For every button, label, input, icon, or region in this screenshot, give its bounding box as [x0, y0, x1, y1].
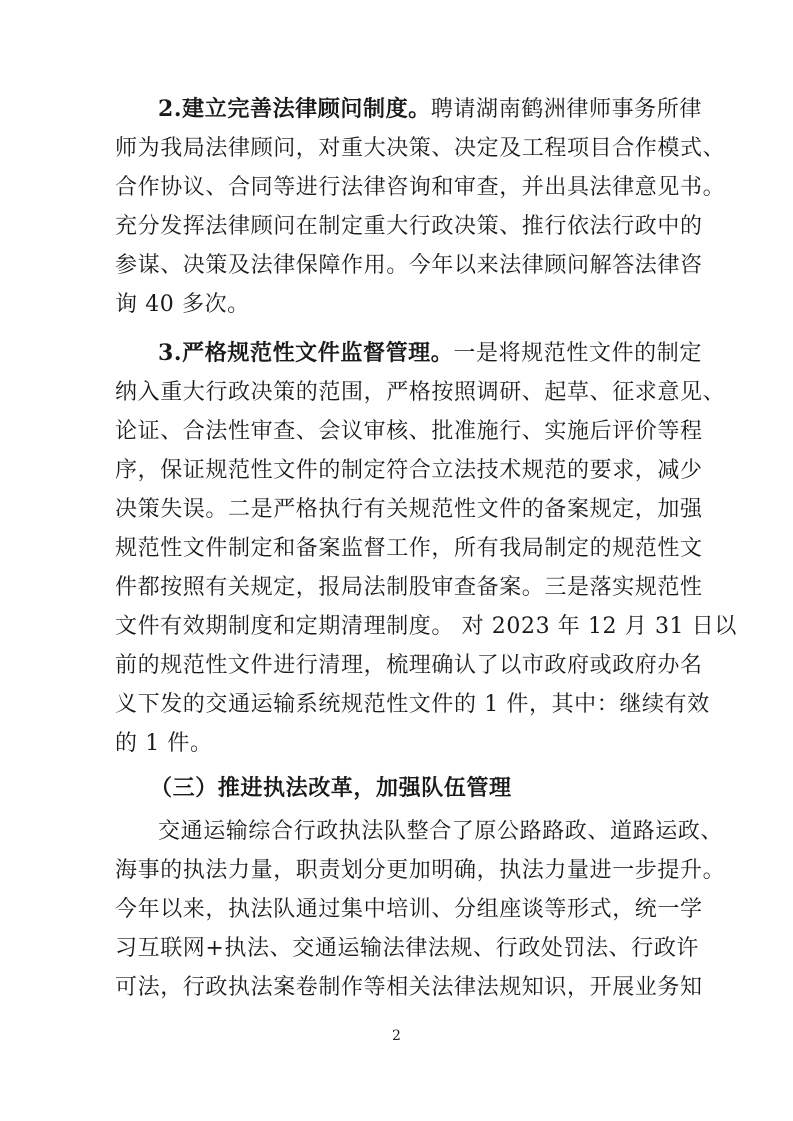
- line-text: 一是将规范性文件的制定: [453, 341, 702, 366]
- page-number: 2: [392, 1028, 401, 1044]
- paragraph-line: 询 40 多次。: [115, 292, 250, 317]
- paragraph-line: 前的规范性文件进行清理，梳理确认了以市政府或政府办名: [115, 653, 703, 678]
- paragraph-line: 文件有效期制度和定期清理制度。 对 2023 年 12 月 31 日以: [115, 614, 737, 639]
- paragraph-line: 序，保证规范性文件的制定符合立法技术规范的要求，减少: [115, 458, 703, 483]
- section-title: 2.建立完善法律顾问制度。: [158, 96, 431, 122]
- paragraph-line: 义下发的交通运输系统规范性文件的 1 件，其中：继续有效: [115, 692, 710, 717]
- paragraph-line: 决策失误。二是严格执行有关规范性文件的备案规定，加强: [115, 497, 703, 522]
- paragraph-line: 习互联网+执法、交通运输法律法规、行政处罚法、行政许: [115, 936, 700, 961]
- paragraph-line: 交通运输综合行政执法队整合了原公路路政、道路运政、: [158, 819, 724, 844]
- paragraph-line: 规范性文件制定和备案监督工作，所有我局制定的规范性文: [115, 536, 703, 561]
- paragraph-line: 参谋、决策及法律保障作用。今年以来法律顾问解答法律咨: [115, 253, 703, 278]
- paragraph-line: [158, 338, 702, 369]
- paragraph-line: 海事的执法力量，职责划分更加明确，执法力量进一步提升。: [115, 858, 726, 883]
- paragraph-line: 今年以来，执法队通过集中培训、分组座谈等形式，统一学: [115, 897, 703, 922]
- paragraph-line: 师为我局法律顾问，对重大决策、决定及工程项目合作模式、: [115, 136, 726, 161]
- paragraph-line: 论证、合法性审查、会议审核、批准施行、实施后评价等程: [115, 419, 703, 444]
- paragraph-line: [158, 94, 702, 125]
- paragraph-line: 件都按照有关规定，报局法制股审查备案。三是落实规范性: [115, 575, 703, 600]
- paragraph-line: 纳入重大行政决策的范围，严格按照调研、起草、征求意见、: [115, 380, 726, 405]
- section-title: 3.严格规范性文件监督管理。: [158, 340, 454, 366]
- subsection-heading: （三）推进执法改革，加强队伍管理: [150, 775, 512, 801]
- paragraph-line: 的 1 件。: [115, 731, 213, 756]
- line-text: 聘请湖南鹤洲律师事务所律: [430, 97, 702, 122]
- paragraph-line: 可法，行政执法案卷制作等相关法律法规知识，开展业务知: [115, 975, 703, 1000]
- paragraph-line: 充分发挥法律顾问在制定重大行政决策、推行依法行政中的: [115, 214, 703, 239]
- paragraph-line: 合作协议、合同等进行法律咨询和审查，并出具法律意见书。: [115, 175, 726, 200]
